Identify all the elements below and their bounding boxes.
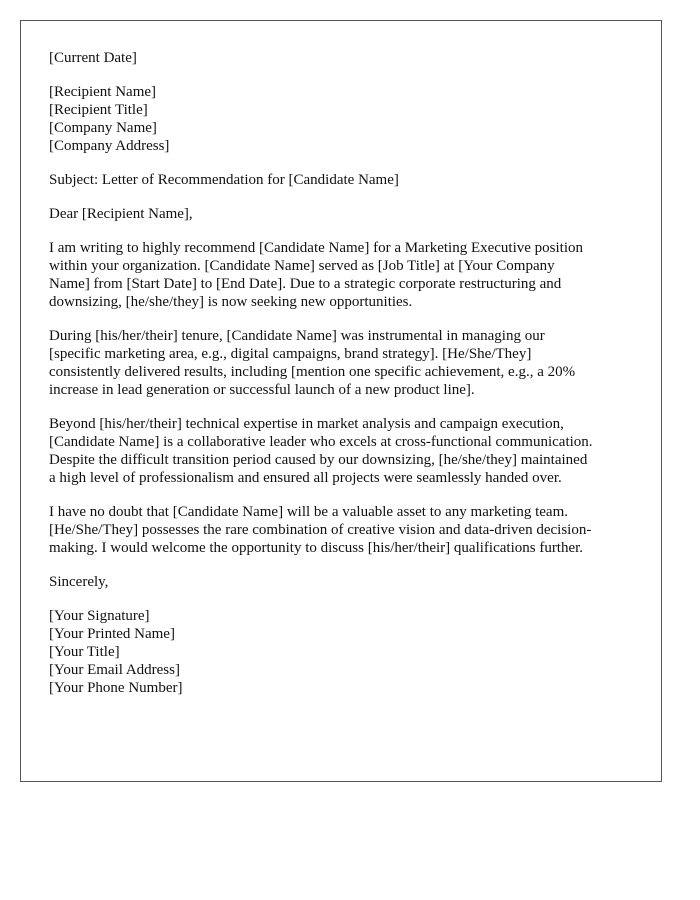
text-line: consistently delivered results, including [mention one specific achievement, e.g., a 20% xyxy=(49,364,576,380)
subject-line xyxy=(49,171,641,189)
salutation xyxy=(49,205,641,223)
text-line: [specific marketing area, e.g., digital campaigns, brand strategy]. [He/She/They] xyxy=(49,346,532,362)
text-line: making. I would welcome the opportunity to discuss [his/her/their] qualifications further. xyxy=(49,540,584,556)
text-line: Subject: Letter of Recommendation for [Candidate Name] xyxy=(49,172,399,188)
text-line: [Your Phone Number] xyxy=(49,680,183,696)
text-line: During [his/her/their] tenure, [Candidate Name] was instrumental in managing our xyxy=(49,328,545,344)
text-line: [Your Signature] xyxy=(49,608,150,624)
body-paragraph-3 xyxy=(49,415,641,487)
date-block xyxy=(49,49,641,67)
body-paragraph-2 xyxy=(49,327,641,399)
text-line: increase in lead generation or successful launch of a new product line]. xyxy=(49,382,475,398)
text-line: Sincerely, xyxy=(49,574,109,590)
letter-page xyxy=(20,20,662,782)
text-line: [Current Date] xyxy=(49,50,137,66)
text-line: [Company Name] xyxy=(49,120,157,136)
text-line: I have no doubt that [Candidate Name] will be a valuable asset to any marketing team. xyxy=(49,504,568,520)
body-paragraph-1 xyxy=(49,239,641,311)
text-line: [Recipient Name] xyxy=(49,84,157,100)
text-line: [Your Title] xyxy=(49,644,120,660)
text-line: [Candidate Name] is a collaborative leader who excels at cross-functional communication. xyxy=(49,434,593,450)
text-line: [Company Address] xyxy=(49,138,170,154)
closing xyxy=(49,573,641,591)
text-line: I am writing to highly recommend [Candidate Name] for a Marketing Executive position xyxy=(49,240,584,256)
text-line: a high level of professionalism and ensured all projects were seamlessly handed over. xyxy=(49,470,562,486)
text-line: Beyond [his/her/their] technical expertise in market analysis and campaign execution, xyxy=(49,416,564,432)
text-line: Despite the difficult transition period caused by our downsizing, [he/she/they] maintained xyxy=(49,452,588,468)
text-line: within your organization. [Candidate Name] served as [Job Title] at [Your Company xyxy=(49,258,555,274)
text-line: [He/She/They] possesses the rare combination of creative vision and data-driven decision- xyxy=(49,522,592,538)
body-paragraph-4 xyxy=(49,503,641,557)
recipient-block xyxy=(49,83,641,155)
text-line: Name] from [Start Date] to [End Date]. Due to a strategic corporate restructuring and xyxy=(49,276,562,292)
text-line: [Your Email Address] xyxy=(49,662,180,678)
letter-content xyxy=(49,49,641,713)
text-line: [Recipient Title] xyxy=(49,102,148,118)
signature-block xyxy=(49,607,641,697)
text-line: Dear [Recipient Name], xyxy=(49,206,193,222)
text-line: downsizing, [he/she/they] is now seeking new opportunities. xyxy=(49,294,413,310)
text-line: [Your Printed Name] xyxy=(49,626,175,642)
